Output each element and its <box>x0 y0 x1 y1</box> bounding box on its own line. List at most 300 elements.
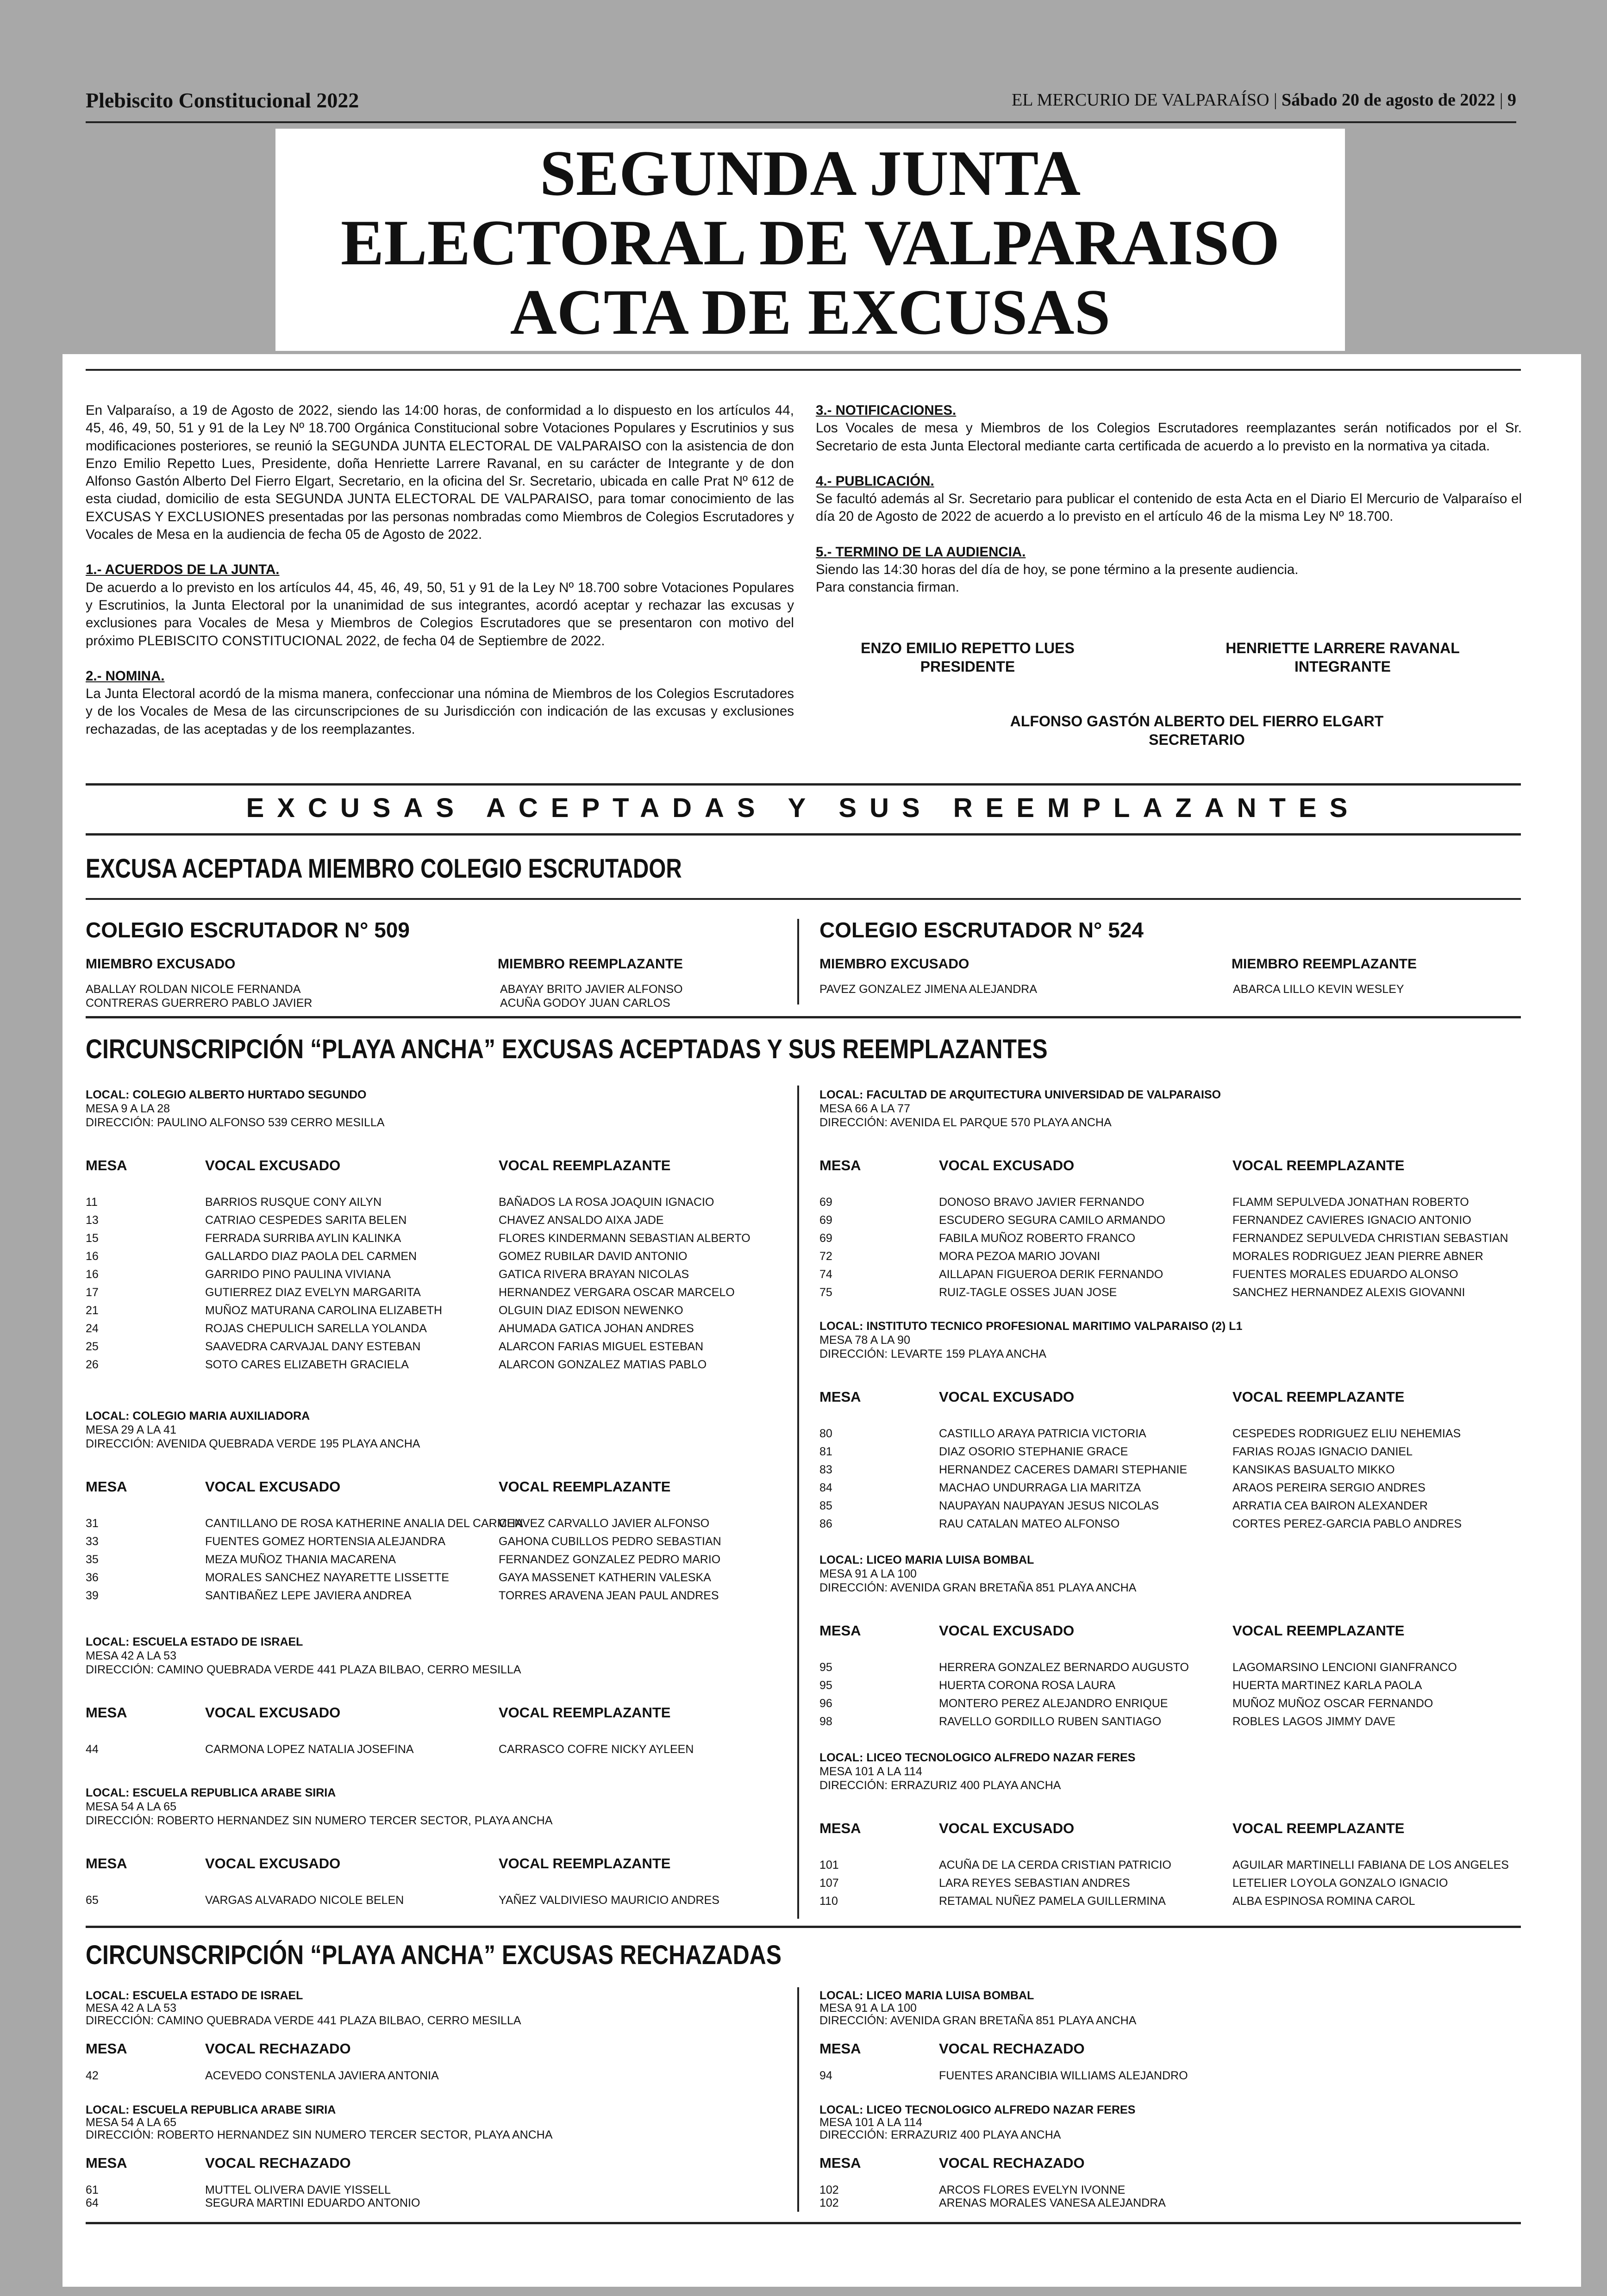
mesa-range: MESA 29 A LA 41 <box>86 1423 176 1436</box>
table-row: 83 <box>819 1463 832 1476</box>
header-mesa: MESA <box>86 2155 127 2171</box>
page-header <box>86 88 1516 123</box>
table-row: 42 <box>86 2069 99 2082</box>
mesa-column <box>819 2069 832 2082</box>
list-item: ABAYAY BRITO JAVIER ALFONSO <box>500 983 683 996</box>
header-mesa: MESA <box>86 2040 127 2057</box>
table-row: YAÑEZ VALDIVIESO MAURICIO ANDRES <box>499 1894 719 1907</box>
table-row: 110 <box>819 1895 838 1908</box>
acta-section-3-body: Los Vocales de mesa y Miembros de los Colegios Escrutadores reemplazantes serán notificados por el Sr. Secretario de esta Junta Electoral mediante carta certificada de acuerdo a lo previsto en la normativa ya citada. <box>816 420 1522 454</box>
rechazadas-divider <box>797 1987 799 2212</box>
replacement-column <box>499 1193 750 1374</box>
table-row: FUENTES ARANCIBIA WILLIAMS ALEJANDRO <box>939 2069 1188 2082</box>
table-row: ROJAS CHEPULICH SARELLA YOLANDA <box>205 1322 427 1335</box>
table-row: LETELIER LOYOLA GONZALO IGNACIO <box>1232 1877 1448 1890</box>
table-row: MUTTEL OLIVERA DAVIE YISSELL <box>205 2184 391 2196</box>
table-row: FUENTES MORALES EDUARDO ALONSO <box>1232 1268 1458 1281</box>
header-mesa: MESA <box>86 1157 127 1173</box>
table-row: CARRASCO COFRE NICKY AYLEEN <box>499 1743 694 1756</box>
mesa-range: MESA 101 A LA 114 <box>819 1765 922 1778</box>
table-row: 107 <box>819 1877 839 1890</box>
signature-role: SECRETARIO <box>1149 731 1245 748</box>
table-row: GAYA MASSENET KATHERIN VALESKA <box>499 1571 711 1584</box>
header-vocal-excused: VOCAL EXCUSADO <box>205 1855 341 1872</box>
rechazadas-section-title: CIRCUNSCRIPCIÓN “PLAYA ANCHA” EXCUSAS RECHAZADAS <box>86 1940 782 1970</box>
local-info <box>86 1409 420 1451</box>
mesa-range: MESA 66 A LA 77 <box>819 1102 910 1115</box>
list-item: PAVEZ GONZALEZ JIMENA ALEJANDRA <box>819 983 1038 996</box>
acta-section-4-body: Se facultó además al Sr. Secretario para publicar el contenido de esta Acta en el Diario El Mercurio de Valparaíso el día 20 de Agosto de 2022 de acuerdo a lo previsto en el artículo 46 de la misma Ley Nº 18.700. <box>816 491 1522 524</box>
header-vocal-replacement: VOCAL REEMPLAZANTE <box>1232 1389 1405 1405</box>
mesa-range: MESA 42 A LA 53 <box>86 1649 176 1662</box>
table-row: FERRADA SURRIBA AYLIN KALINKA <box>205 1232 401 1245</box>
issue-date: Sábado 20 de agosto de 2022 <box>1282 90 1495 110</box>
table-row: FARIAS ROJAS IGNACIO DANIEL <box>1232 1445 1413 1458</box>
header-mesa: MESA <box>86 1479 127 1495</box>
table-row: 24 <box>86 1322 99 1335</box>
mesa-column <box>86 1741 99 1759</box>
table-row: 85 <box>819 1499 832 1512</box>
table-row: MONTERO PEREZ ALEJANDRO ENRIQUE <box>939 1697 1168 1710</box>
acta-section-4-title: 4.- PUBLICACIÓN. <box>816 473 934 489</box>
table-row: AGUILAR MARTINELLI FABIANA DE LOS ANGELES <box>1232 1859 1509 1872</box>
local-name: LOCAL: FACULTAD DE ARQUITECTURA UNIVERSIDAD DE VALPARAISO <box>819 1088 1221 1101</box>
local-info <box>86 1786 553 1828</box>
table-row: CORTES PEREZ-GARCIA PABLO ANDRES <box>1232 1517 1462 1530</box>
table-row: 61 <box>86 2184 99 2196</box>
acta-section-3 <box>816 402 1522 455</box>
section-name: Plebiscito Constitucional 2022 <box>86 88 359 112</box>
local-address: DIRECCIÓN: ROBERTO HERNANDEZ SIN NUMERO TERCER SECTOR, PLAYA ANCHA <box>86 1814 553 1827</box>
header-vocal-replacement: VOCAL REEMPLAZANTE <box>1232 1820 1405 1836</box>
table-row: VARGAS ALVARADO NICOLE BELEN <box>205 1894 404 1907</box>
local-info <box>819 1751 1135 1792</box>
band-bottom-rule <box>86 833 1521 836</box>
table-row: 95 <box>819 1661 832 1674</box>
acta-section-2-title: 2.- NOMINA. <box>86 668 165 684</box>
mesa-column <box>86 2069 99 2082</box>
table-row: 102 <box>819 2196 839 2209</box>
table-row: 11 <box>86 1196 98 1209</box>
local-name: LOCAL: ESCUELA REPUBLICA ARABE SIRIA <box>86 1786 336 1799</box>
table-row: 74 <box>819 1268 832 1281</box>
mesa-range: MESA 91 A LA 100 <box>819 1567 917 1580</box>
local-name: LOCAL: ESCUELA REPUBLICA ARABE SIRIA <box>86 2103 336 2116</box>
excused-column <box>939 1659 1189 1731</box>
table-row: 35 <box>86 1553 99 1566</box>
table-row: 16 <box>86 1250 99 1263</box>
table-row: CHAVEZ ANSALDO AIXA JADE <box>499 1214 664 1227</box>
local-info <box>86 2104 553 2141</box>
local-address: DIRECCIÓN: ERRAZURIZ 400 PLAYA ANCHA <box>819 1779 1061 1792</box>
table-row: ESCUDERO SEGURA CAMILO ARMANDO <box>939 1214 1165 1227</box>
colegio-509-title: COLEGIO ESCRUTADOR N° 509 <box>86 918 410 942</box>
colegio-524-replacement-list <box>1233 982 1404 996</box>
table-row: DIAZ OSORIO STEPHANIE GRACE <box>939 1445 1128 1458</box>
replacement-column <box>1232 1659 1457 1731</box>
acta-section-1-body: De acuerdo a lo previsto en los artículos 44, 45, 46, 49, 50, 51 y 91 de la Ley Nº 18.700 sobre Votaciones Populares y Escrutinios, la Junta Electoral por la unanimidad de sus integrantes, acordó aceptar y rechazar las excusas y exclusiones para Vocales de Mesa y Miembros de Colegios Escrutadores que se presentaron con motivo del próximo PLEBISCITO CONSTITUCIONAL 2022, de fecha 04 de Septiembre de 2022. <box>86 580 794 649</box>
table-row: RETAMAL NUÑEZ PAMELA GUILLERMINA <box>939 1895 1166 1908</box>
replacement-column <box>1232 1425 1462 1533</box>
colegio-509-header-replacement: MIEMBRO REEMPLAZANTE <box>498 956 683 972</box>
signature-role: INTEGRANTE <box>1294 658 1391 675</box>
table-row: ARCOS FLORES EVELYN IVONNE <box>939 2184 1126 2196</box>
colegio-rule <box>86 898 1521 900</box>
table-row: SANCHEZ HERNANDEZ ALEXIS GIOVANNI <box>1232 1286 1465 1299</box>
mesa-column <box>86 1515 99 1605</box>
header-vocal-excused: VOCAL EXCUSADO <box>939 1389 1075 1405</box>
table-row: FERNANDEZ GONZALEZ PEDRO MARIO <box>499 1553 721 1566</box>
excused-column <box>205 1741 414 1759</box>
mesa-column <box>819 1425 832 1533</box>
table-row: CARMONA LOPEZ NATALIA JOSEFINA <box>205 1743 414 1756</box>
header-vocal-excused: VOCAL EXCUSADO <box>205 1704 341 1721</box>
table-row: SANTIBAÑEZ LEPE JAVIERA ANDREA <box>205 1589 412 1602</box>
local-name: LOCAL: LICEO MARIA LUISA BOMBAL <box>819 1989 1034 2002</box>
excused-column <box>939 1856 1171 1910</box>
table-row: GARRIDO PINO PAULINA VIVIANA <box>205 1268 391 1281</box>
table-row: 72 <box>819 1250 832 1263</box>
table-row: 17 <box>86 1286 99 1299</box>
local-address: DIRECCIÓN: PAULINO ALFONSO 539 CERRO MESILLA <box>86 1116 385 1129</box>
rejected-column <box>939 2069 1188 2082</box>
table-row: LARA REYES SEBASTIAN ANDRES <box>939 1877 1130 1890</box>
table-row: ROBLES LAGOS JIMMY DAVE <box>1232 1715 1395 1728</box>
acta-signature-note: Para constancia firman. <box>816 580 959 595</box>
replacement-column <box>1232 1856 1509 1910</box>
local-address: DIRECCIÓN: CAMINO QUEBRADA VERDE 441 PLAZA BILBAO, CERRO MESILLA <box>86 1663 521 1676</box>
signature-name: ENZO EMILIO REPETTO LUES <box>861 640 1075 656</box>
mesa-column <box>819 1193 832 1302</box>
acta-section-2 <box>86 668 794 738</box>
excused-column <box>205 1891 404 1909</box>
table-row: GOMEZ RUBILAR DAVID ANTONIO <box>499 1250 688 1263</box>
table-row: MORALES SANCHEZ NAYARETTE LISSETTE <box>205 1571 449 1584</box>
local-info <box>86 1088 385 1129</box>
mesa-range: MESA 54 A LA 65 <box>86 2116 176 2129</box>
table-row: 69 <box>819 1196 832 1209</box>
mesa-range: MESA 101 A LA 114 <box>819 2116 922 2129</box>
acta-section-3-title: 3.- NOTIFICACIONES. <box>816 403 957 418</box>
list-item: CONTRERAS GUERRERO PABLO JAVIER <box>86 997 313 1010</box>
colegio-524-header-replacement: MIEMBRO REEMPLAZANTE <box>1232 956 1417 972</box>
colegio-509-replacement-list <box>500 982 683 1010</box>
table-row: 94 <box>819 2069 832 2082</box>
table-row: 69 <box>819 1214 832 1227</box>
table-row: 26 <box>86 1358 99 1371</box>
mesa-column <box>86 1891 99 1909</box>
mesa-column <box>86 1193 99 1374</box>
local-address: DIRECCIÓN: AVENIDA QUEBRADA VERDE 195 PLAYA ANCHA <box>86 1437 420 1450</box>
header-vocal-rejected: VOCAL RECHAZADO <box>939 2155 1085 2171</box>
page-number: 9 <box>1507 90 1516 110</box>
signature-name: ALFONSO GASTÓN ALBERTO DEL FIERRO ELGART <box>1010 713 1384 730</box>
table-row: OLGUIN DIAZ EDISON NEWENKO <box>499 1304 683 1317</box>
table-row: ARAOS PEREIRA SERGIO ANDRES <box>1232 1481 1426 1494</box>
header-mesa: MESA <box>86 1855 127 1872</box>
acta-section-5 <box>816 543 1522 597</box>
colegio-524-excused-list <box>819 982 1037 996</box>
mesa-range: MESA 54 A LA 65 <box>86 1800 176 1813</box>
mesa-range: MESA 78 A LA 90 <box>819 1334 910 1347</box>
table-row: KANSIKAS BASUALTO MIKKO <box>1232 1463 1395 1476</box>
table-row: SOTO CARES ELIZABETH GRACIELA <box>205 1358 409 1371</box>
table-row: 81 <box>819 1445 832 1458</box>
header-vocal-replacement: VOCAL REEMPLAZANTE <box>499 1157 671 1173</box>
header-mesa: MESA <box>819 1820 861 1836</box>
table-row: HUERTA CORONA ROSA LAURA <box>939 1679 1116 1692</box>
local-name: LOCAL: ESCUELA ESTADO DE ISRAEL <box>86 1989 303 2002</box>
colegio-509-header-excused: MIEMBRO EXCUSADO <box>86 956 236 972</box>
aceptadas-divider <box>797 1086 799 1919</box>
table-row: FERNANDEZ CAVIERES IGNACIO ANTONIO <box>1232 1214 1471 1227</box>
table-row: GAHONA CUBILLOS PEDRO SEBASTIAN <box>499 1535 721 1548</box>
table-row: FLORES KINDERMANN SEBASTIAN ALBERTO <box>499 1232 750 1245</box>
table-row: CANTILLANO DE ROSA KATHERINE ANALIA DEL CARMEN <box>205 1517 523 1530</box>
table-row: 98 <box>819 1715 832 1728</box>
table-row: 95 <box>819 1679 832 1692</box>
local-name: LOCAL: LICEO MARIA LUISA BOMBAL <box>819 1554 1034 1566</box>
table-row: 13 <box>86 1214 99 1227</box>
header-vocal-replacement: VOCAL REEMPLAZANTE <box>1232 1622 1405 1639</box>
header-vocal-replacement: VOCAL REEMPLAZANTE <box>499 1704 671 1721</box>
table-row: RUIZ-TAGLE OSSES JUAN JOSE <box>939 1286 1117 1299</box>
mesa-range: MESA 9 A LA 28 <box>86 1102 170 1115</box>
header-vocal-excused: VOCAL EXCUSADO <box>939 1820 1075 1836</box>
table-row: 44 <box>86 1743 99 1756</box>
excused-column <box>205 1193 442 1374</box>
colegio-509-excused-list <box>86 982 312 1010</box>
list-item: ABALLAY ROLDAN NICOLE FERNANDA <box>86 983 301 996</box>
table-row: 84 <box>819 1481 832 1494</box>
table-row: FLAMM SEPULVEDA JONATHAN ROBERTO <box>1232 1196 1469 1209</box>
rejected-column <box>939 2184 1166 2209</box>
table-row: 80 <box>819 1427 832 1440</box>
replacement-column <box>499 1891 719 1909</box>
table-row: 31 <box>86 1517 99 1530</box>
table-row: 69 <box>819 1232 832 1245</box>
header-vocal-replacement: VOCAL REEMPLAZANTE <box>1232 1157 1405 1173</box>
table-row: ACEVEDO CONSTENLA JAVIERA ANTONIA <box>205 2069 439 2082</box>
table-row: CHAVEZ CARVALLO JAVIER ALFONSO <box>499 1517 710 1530</box>
band-top-rule <box>86 783 1521 786</box>
mesa-column <box>819 1659 832 1731</box>
header-mesa: MESA <box>86 1704 127 1721</box>
band-title: EXCUSAS ACEPTADAS Y SUS REEMPLAZANTES <box>246 793 1361 823</box>
header-vocal-excused: VOCAL EXCUSADO <box>205 1157 341 1173</box>
local-address: DIRECCIÓN: AVENIDA GRAN BRETAÑA 851 PLAYA ANCHA <box>819 2014 1137 2027</box>
top-rule <box>86 369 1521 371</box>
acta-section-1 <box>86 561 794 649</box>
table-row: GALLARDO DIAZ PAOLA DEL CARMEN <box>205 1250 417 1263</box>
title-line-2: ELECTORAL DE VALPARAISO <box>340 207 1280 279</box>
table-row: 65 <box>86 1894 99 1907</box>
table-row: CATRIAO CESPEDES SARITA BELEN <box>205 1214 407 1227</box>
signature-president <box>822 639 1113 676</box>
local-address: DIRECCIÓN: AVENIDA EL PARQUE 570 PLAYA ANCHA <box>819 1116 1112 1129</box>
acta-right-column <box>816 402 1522 614</box>
table-row: 102 <box>819 2184 839 2196</box>
local-name: LOCAL: LICEO TECNOLOGICO ALFREDO NAZAR FERES <box>819 1751 1136 1764</box>
header-rule <box>86 121 1516 123</box>
table-row: DONOSO BRAVO JAVIER FERNANDO <box>939 1196 1144 1209</box>
excused-column <box>939 1193 1165 1302</box>
table-row: 39 <box>86 1589 99 1602</box>
title-line-1: SEGUNDA JUNTA <box>539 137 1081 209</box>
acta-section-2-body: La Junta Electoral acordó de la misma manera, confeccionar una nómina de Miembros de los Colegios Escrutadores y de los Vocales de Mesa de las circunscripciones de su Jurisdicción con indicación de las excusas y exclusiones rechazadas, de las aceptadas y de los reemplazantes. <box>86 686 794 737</box>
header-vocal-replacement: VOCAL REEMPLAZANTE <box>499 1855 671 1872</box>
list-item: ACUÑA GODOY JUAN CARLOS <box>500 997 670 1010</box>
colegio-divider <box>797 919 799 1004</box>
local-name: LOCAL: LICEO TECNOLOGICO ALFREDO NAZAR FERES <box>819 2103 1136 2116</box>
table-row: 36 <box>86 1571 99 1584</box>
table-row: HERNANDEZ CACERES DAMARI STEPHANIE <box>939 1463 1188 1476</box>
acta-section-5-body: Siendo las 14:30 horas del día de hoy, se pone término a la presente audiencia. <box>816 562 1299 578</box>
table-row: MORALES RODRIGUEZ JEAN PIERRE ABNER <box>1232 1250 1483 1263</box>
table-row: HERNANDEZ VERGARA OSCAR MARCELO <box>499 1286 735 1299</box>
colegio-524-title: COLEGIO ESCRUTADOR N° 524 <box>819 918 1144 942</box>
table-row: HUERTA MARTINEZ KARLA PAOLA <box>1232 1679 1422 1692</box>
table-row: ALBA ESPINOSA ROMINA CAROL <box>1232 1895 1415 1908</box>
table-row: HERRERA GONZALEZ BERNARDO AUGUSTO <box>939 1661 1189 1674</box>
title-box <box>275 129 1345 351</box>
table-row: 16 <box>86 1268 99 1281</box>
table-row: MEZA MUÑOZ THANIA MACARENA <box>205 1553 396 1566</box>
excused-column <box>205 1515 523 1605</box>
table-row: FERNANDEZ SEPULVEDA CHRISTIAN SEBASTIAN <box>1232 1232 1508 1245</box>
table-row: SEGURA MARTINI EDUARDO ANTONIO <box>205 2196 420 2209</box>
table-row: BARRIOS RUSQUE CONY AILYN <box>205 1196 382 1209</box>
local-info <box>819 1319 1242 1361</box>
header-mesa: MESA <box>819 1157 861 1173</box>
table-row: LAGOMARSINO LENCIONI GIANFRANCO <box>1232 1661 1457 1674</box>
table-row: 101 <box>819 1859 839 1872</box>
table-row: TORRES ARAVENA JEAN PAUL ANDRES <box>499 1589 719 1602</box>
acta-left-column <box>86 402 794 756</box>
replacement-column <box>499 1741 694 1759</box>
mesa-column <box>819 1856 839 1910</box>
table-row: 64 <box>86 2196 99 2209</box>
acta-section-4 <box>816 473 1522 526</box>
acta-section-5-title: 5.- TERMINO DE LA AUDIENCIA. <box>816 544 1026 560</box>
table-row: AHUMADA GATICA JOHAN ANDRES <box>499 1322 694 1335</box>
local-address: DIRECCIÓN: ROBERTO HERNANDEZ SIN NUMERO TERCER SECTOR, PLAYA ANCHA <box>86 2128 553 2141</box>
title-line-3: ACTA DE EXCUSAS <box>510 276 1111 348</box>
local-info <box>819 1990 1136 2027</box>
bottom-rule <box>86 2222 1521 2224</box>
table-row: NAUPAYAN NAUPAYAN JESUS NICOLAS <box>939 1499 1159 1512</box>
table-row: ARRATIA CEA BAIRON ALEXANDER <box>1232 1499 1428 1512</box>
local-address: DIRECCIÓN: AVENIDA GRAN BRETAÑA 851 PLAYA ANCHA <box>819 1581 1137 1594</box>
rechazadas-top-rule <box>86 1926 1521 1928</box>
table-row: FUENTES GOMEZ HORTENSIA ALEJANDRA <box>205 1535 446 1548</box>
table-row: CASTILLO ARAYA PATRICIA VICTORIA <box>939 1427 1146 1440</box>
local-info <box>86 1990 521 2027</box>
table-row: RAU CATALAN MATEO ALFONSO <box>939 1517 1120 1530</box>
header-vocal-rejected: VOCAL RECHAZADO <box>205 2040 351 2057</box>
aceptadas-top-rule <box>86 1016 1521 1018</box>
header-mesa: MESA <box>819 1389 861 1405</box>
colegio-section-title: EXCUSA ACEPTADA MIEMBRO COLEGIO ESCRUTADOR <box>86 854 682 884</box>
mesa-range: MESA 42 A LA 53 <box>86 2002 176 2015</box>
replacement-column <box>499 1515 721 1605</box>
local-name: LOCAL: COLEGIO ALBERTO HURTADO SEGUNDO <box>86 1088 367 1101</box>
colegio-524-header-excused: MIEMBRO EXCUSADO <box>819 956 969 972</box>
masthead-info: EL MERCURIO DE VALPARAÍSO | Sábado 20 de agosto de 2022 | 9 <box>1012 90 1516 110</box>
header-vocal-replacement: VOCAL REEMPLAZANTE <box>499 1479 671 1495</box>
table-row: ACUÑA DE LA CERDA CRISTIAN PATRICIO <box>939 1859 1171 1872</box>
table-row: RAVELLO GORDILLO RUBEN SANTIAGO <box>939 1715 1162 1728</box>
table-row: BAÑADOS LA ROSA JOAQUIN IGNACIO <box>499 1196 714 1209</box>
header-vocal-excused: VOCAL EXCUSADO <box>939 1157 1075 1173</box>
table-row: 96 <box>819 1697 832 1710</box>
local-address: DIRECCIÓN: LEVARTE 159 PLAYA ANCHA <box>819 1348 1046 1360</box>
excused-column <box>939 1425 1187 1533</box>
table-row: ALARCON GONZALEZ MATIAS PABLO <box>499 1358 707 1371</box>
signature-secretary <box>954 712 1440 749</box>
table-row: MORA PEZOA MARIO JOVANI <box>939 1250 1101 1263</box>
table-row: MACHAO UNDURRAGA LIA MARITZA <box>939 1481 1141 1494</box>
table-row: 75 <box>819 1286 832 1299</box>
local-name: LOCAL: INSTITUTO TECNICO PROFESIONAL MARITIMO VALPARAISO (2) L1 <box>819 1320 1243 1333</box>
local-name: LOCAL: COLEGIO MARIA AUXILIADORA <box>86 1410 310 1423</box>
table-row: GUTIERREZ DIAZ EVELYN MARGARITA <box>205 1286 421 1299</box>
header-mesa: MESA <box>819 2155 861 2171</box>
header-mesa: MESA <box>819 1622 861 1639</box>
newspaper-name: EL MERCURIO DE VALPARAÍSO <box>1012 90 1269 110</box>
mesa-column <box>819 2184 839 2209</box>
local-name: LOCAL: ESCUELA ESTADO DE ISRAEL <box>86 1635 303 1648</box>
local-address: DIRECCIÓN: ERRAZURIZ 400 PLAYA ANCHA <box>819 2128 1061 2141</box>
header-vocal-excused: VOCAL EXCUSADO <box>205 1479 341 1495</box>
mesa-range: MESA 91 A LA 100 <box>819 2002 917 2015</box>
rejected-column <box>205 2184 420 2209</box>
acta-section-1-title: 1.- ACUERDOS DE LA JUNTA. <box>86 562 280 578</box>
local-info <box>819 2104 1135 2141</box>
signature-name: HENRIETTE LARRERE RAVANAL <box>1226 640 1460 656</box>
rejected-column <box>205 2069 439 2082</box>
signature-role: PRESIDENTE <box>920 658 1015 675</box>
table-row: AILLAPAN FIGUEROA DERIK FERNANDO <box>939 1268 1163 1281</box>
local-info <box>819 1088 1221 1129</box>
table-row: CESPEDES RODRIGUEZ ELIU NEHEMIAS <box>1232 1427 1461 1440</box>
table-row: 33 <box>86 1535 99 1548</box>
header-vocal-rejected: VOCAL RECHAZADO <box>205 2155 351 2171</box>
table-row: MUÑOZ MUÑOZ OSCAR FERNANDO <box>1232 1697 1433 1710</box>
list-item: ABARCA LILLO KEVIN WESLEY <box>1233 983 1404 996</box>
header-vocal-excused: VOCAL EXCUSADO <box>939 1622 1075 1639</box>
table-row: SAAVEDRA CARVAJAL DANY ESTEBAN <box>205 1340 421 1353</box>
table-row: FABILA MUÑOZ ROBERTO FRANCO <box>939 1232 1136 1245</box>
aceptadas-section-title: CIRCUNSCRIPCIÓN “PLAYA ANCHA” EXCUSAS ACEPTADAS Y SUS REEMPLAZANTES <box>86 1034 1048 1064</box>
table-row: MUÑOZ MATURANA CAROLINA ELIZABETH <box>205 1304 443 1317</box>
header-mesa: MESA <box>819 2040 861 2057</box>
table-row: 15 <box>86 1232 99 1245</box>
local-address: DIRECCIÓN: CAMINO QUEBRADA VERDE 441 PLAZA BILBAO, CERRO MESILLA <box>86 2014 521 2027</box>
table-row: ARENAS MORALES VANESA ALEJANDRA <box>939 2196 1166 2209</box>
local-info <box>86 1635 521 1677</box>
table-row: 25 <box>86 1340 99 1353</box>
table-row: GATICA RIVERA BRAYAN NICOLAS <box>499 1268 689 1281</box>
replacement-column <box>1232 1193 1508 1302</box>
table-row: 86 <box>819 1517 832 1530</box>
signature-member <box>1194 639 1491 676</box>
table-row: ALARCON FARIAS MIGUEL ESTEBAN <box>499 1340 704 1353</box>
table-row: 21 <box>86 1304 99 1317</box>
acta-intro: En Valparaíso, a 19 de Agosto de 2022, siendo las 14:00 horas, de conformidad a lo dispuesto en los artículos 44, 45, 46, 49, 50, 51 y 91 de la Ley Nº 18.700 Orgánica Constitucional sobre Votaciones Populares y Escrutinios y sus modificaciones posteriores, se reunió la SEGUNDA JUNTA ELECTORAL DE VALPARAISO con la asistencia de don Enzo Emilio Repetto Lues, Presidente, doña Henriette Larrere Ravanal, en su carácter de Integrante y de don Alfonso Gastón Alberto Del Fierro Elgart, Secretario, en la oficina del Sr. Secretario, ubicada en calle Prat Nº 612 de esta ciudad, domicilio de esta SEGUNDA JUNTA ELECTORAL DE VALPARAISO, para tomar conocimiento de las EXCUSAS Y EXCLUSIONES presentadas por las personas nombradas como Miembros de Colegios Escrutadores y Vocales de Mesa en la audiencia de fecha 05 de Agosto de 2022. <box>86 403 794 543</box>
header-vocal-rejected: VOCAL RECHAZADO <box>939 2040 1085 2057</box>
mesa-column <box>86 2184 99 2209</box>
